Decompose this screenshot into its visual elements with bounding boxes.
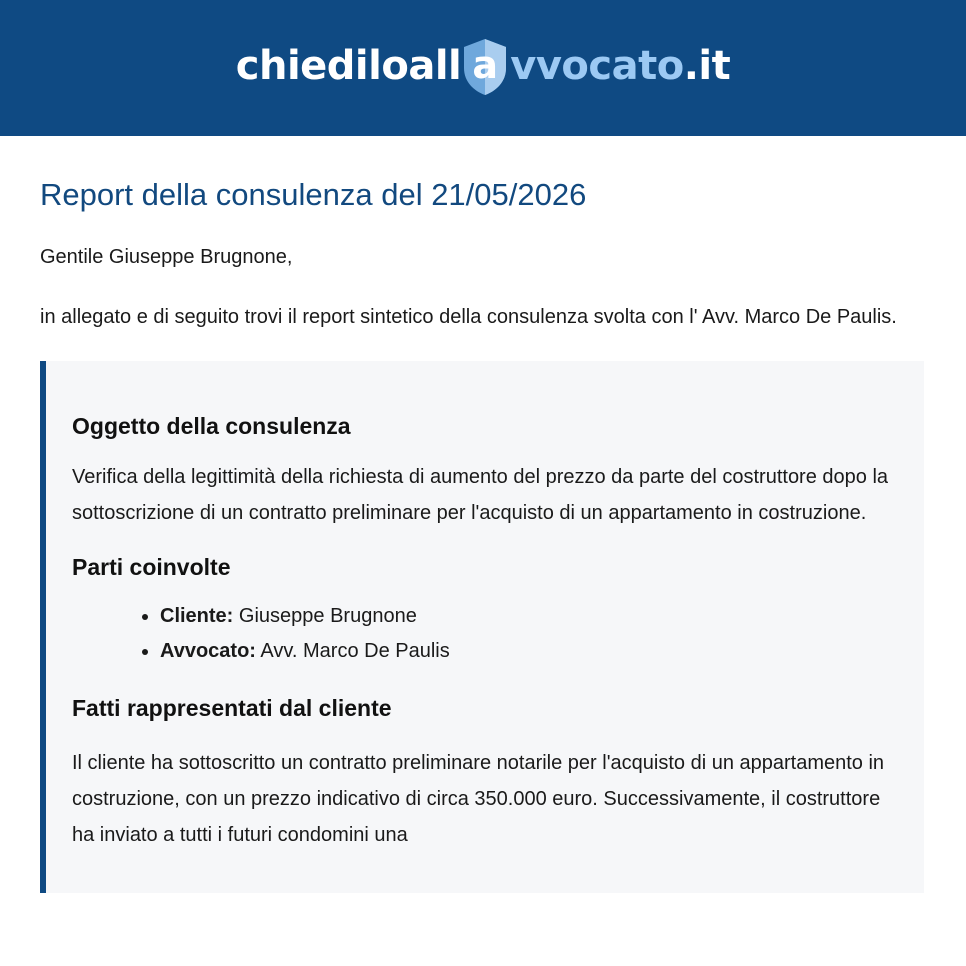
party-label: Cliente: [160,605,234,628]
logo-text-part1: chiediloall [235,43,462,89]
logo-tld: .it [683,43,731,89]
report-title: Report della consulenza del 21/05/2026 [40,177,587,212]
report-summary-box [40,361,924,893]
email-body [0,176,966,893]
section-heading-oggetto: Oggetto della consulenza [72,413,351,440]
logo-text-part2: vvocato [510,43,684,89]
intro-text: in allegato e di seguito trovi il report sintetico della consulenza svolta con l' Avv. Marco De Paulis. [40,306,897,329]
shield-icon [463,38,507,96]
fatti-text: Il cliente ha sottoscritto un contratto preliminare notarile per l'acquisto di un appartamento in costruzione, con un prezzo indicativo di circa 350.000 euro. Successivamente, il costruttore ha inviato a tutti i futuri condomini una [72,751,885,846]
greeting-text: Gentile Giuseppe Brugnone, [40,246,293,269]
oggetto-text: Verifica della legittimità della richiesta di aumento del prezzo da parte del costruttore dopo la sottoscrizione di un contratto preliminare per l'acquisto di un appartamento in costruzione. [72,465,889,524]
parties-list [72,599,898,669]
brand-logo[interactable] [236,37,730,95]
party-value: Avv. Marco De Paulis [260,640,450,663]
section-heading-parti: Parti coinvolte [72,553,231,580]
email-header [0,0,966,136]
list-item [160,599,898,634]
logo-shield-letter: a [472,43,498,87]
party-label: Avvocato: [160,640,256,663]
section-heading-fatti: Fatti rappresentati dal cliente [72,695,392,722]
party-value: Giuseppe Brugnone [238,605,417,628]
list-item [160,634,898,669]
